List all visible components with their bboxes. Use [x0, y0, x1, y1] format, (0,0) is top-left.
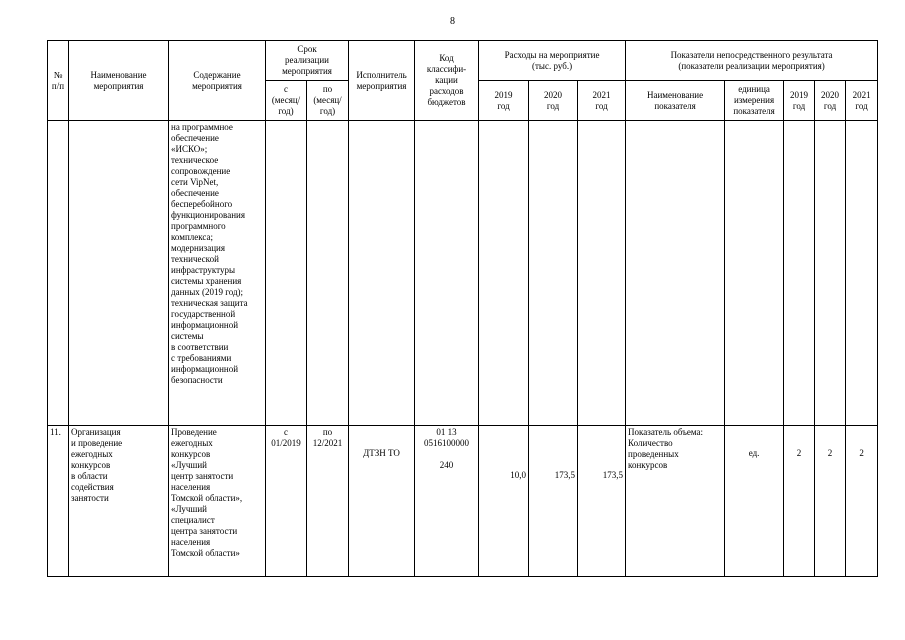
cell-empty	[307, 121, 349, 426]
header-name: Наименование мероприятия	[69, 41, 169, 121]
row-11-expense-2020	[529, 426, 578, 577]
table-row-continuation	[48, 121, 878, 426]
row-11-to: по 12/2021	[307, 426, 349, 577]
measures-table	[47, 40, 878, 577]
row-11-indicator-2021	[846, 426, 878, 577]
header-code: Код классифи- кации расходов бюджетов	[415, 41, 479, 121]
header-row-1	[48, 41, 878, 81]
row-11-indicator-2019-value: 2	[796, 448, 802, 458]
row-11-indicator-name: Показатель объема: Количество проведенных конкурсов	[626, 426, 725, 577]
header-indicator-2020: 2020 год	[815, 81, 846, 121]
row-11-expense-2021-value: 173,5	[602, 470, 624, 480]
row-11-expense-2020-value: 173,5	[554, 470, 576, 480]
header-num: № п/п	[48, 41, 69, 121]
row-11-expense-2019	[479, 426, 529, 577]
header-expense-2021: 2021 год	[578, 81, 626, 121]
header-expense-2019: 2019 год	[479, 81, 529, 121]
cell-empty	[846, 121, 878, 426]
header-indicator-unit: единица измерения показателя	[725, 81, 784, 121]
cell-empty	[69, 121, 169, 426]
cell-empty	[725, 121, 784, 426]
page-number: 8	[450, 16, 455, 27]
header-period-to: по (месяц/ год)	[307, 81, 349, 121]
cell-empty	[48, 121, 69, 426]
row-11-num: 11.	[48, 426, 69, 577]
cell-empty	[349, 121, 415, 426]
header-indicators: Показатели непосредственного результата (показатели реализации мероприятия)	[626, 41, 878, 81]
row-11-code-top: 01 13 0516100000	[424, 427, 470, 448]
cell-empty	[529, 121, 578, 426]
row-11-content: Проведение ежегодных конкурсов «Лучший центр занятости населения Томской области», «Лучший специалист центра занятости населения Томской области»	[169, 426, 266, 577]
row-11-executor	[349, 426, 415, 577]
cell-empty	[784, 121, 815, 426]
row-11-expense-2019-value: 10,0	[510, 470, 527, 480]
row-11-indicator-unit	[725, 426, 784, 577]
header-indicator-2021: 2021 год	[846, 81, 878, 121]
row-11-executor-text: ДТЗН ТО	[363, 448, 400, 458]
row-11-code-bottom: 240	[439, 460, 454, 470]
cell-empty	[266, 121, 307, 426]
cell-empty	[578, 121, 626, 426]
cell-empty	[415, 121, 479, 426]
row-11-indicator-2020	[815, 426, 846, 577]
header-indicator-name: Наименование показателя	[626, 81, 725, 121]
row-11-indicator-unit-text: ед.	[748, 448, 760, 458]
row-11-from: с 01/2019	[266, 426, 307, 577]
header-period: Срок реализации мероприятия	[266, 41, 349, 81]
header-period-from: с (месяц/ год)	[266, 81, 307, 121]
row-11-indicator-2021-value: 2	[859, 448, 864, 458]
row-11-code	[415, 426, 479, 577]
cell-empty	[479, 121, 529, 426]
header-expense-2020: 2020 год	[529, 81, 578, 121]
row-11-name: Организация и проведение ежегодных конкурсов в области содействия занятости	[69, 426, 169, 577]
row-11-indicator-2019	[784, 426, 815, 577]
table-row-11	[48, 426, 878, 577]
header-indicator-2019: 2019 год	[784, 81, 815, 121]
cell-empty	[626, 121, 725, 426]
cell-empty	[815, 121, 846, 426]
cell-content-continued: на программное обеспечение «ИСКО»; техническое сопровождение сети VipNet, обеспечение бесперебойного функционирования программного комплекса; модернизация технической инфраструктуры системы хранения данных (2019 год); техническая защита государственной информационной системы в соответствии с требованиями информационной безопасности	[169, 121, 266, 426]
row-11-expense-2021	[578, 426, 626, 577]
header-executor: Исполнитель мероприятия	[349, 41, 415, 121]
header-content: Содержание мероприятия	[169, 41, 266, 121]
header-expenses: Расходы на мероприятие (тыс. руб.)	[479, 41, 626, 81]
row-11-indicator-2020-value: 2	[827, 448, 833, 458]
